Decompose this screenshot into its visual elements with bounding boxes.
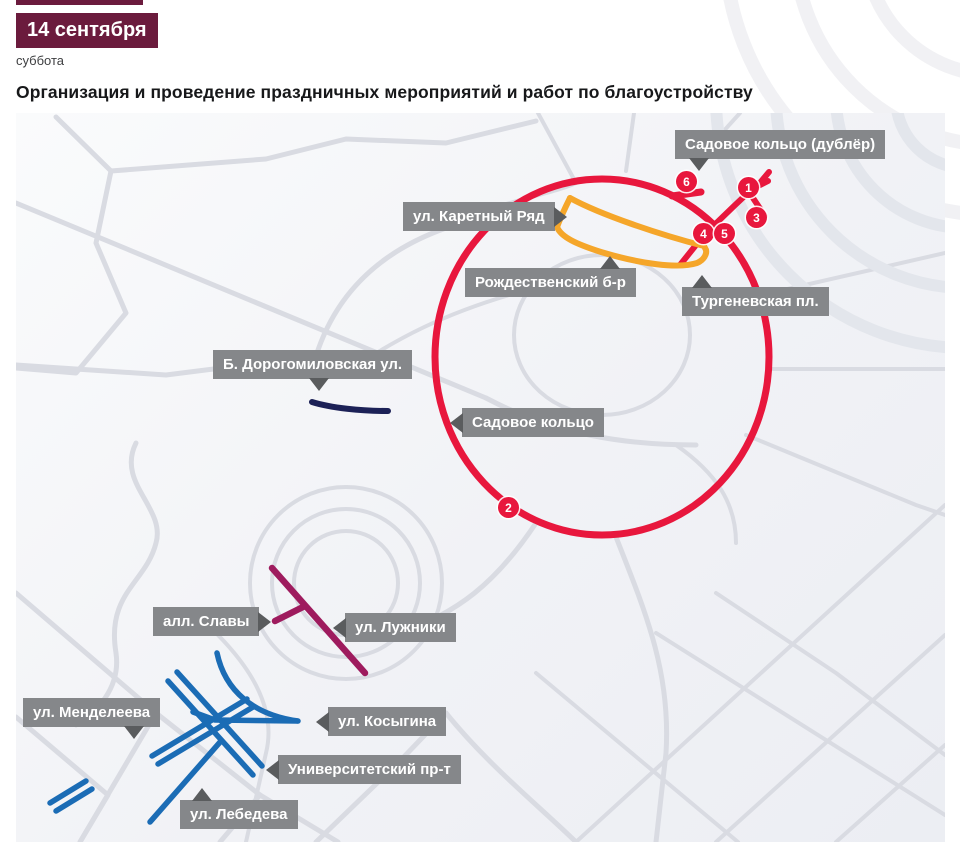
label-text: Университетский пр-т [288,761,451,778]
pointer-down-icon [689,158,709,171]
label-lebedeva [180,800,298,829]
pointer-up-icon [192,788,212,801]
weekday-label: суббота [16,53,65,68]
route-marker-1: 1 [738,177,759,198]
road-network-minor [216,113,945,842]
label-sadovoe-dubler [675,130,885,159]
pointer-right-icon [258,612,271,632]
label-luzhniki [345,613,456,642]
route-marker-6: 6 [676,171,697,192]
route-marker-2: 2 [498,497,519,518]
label-text: ул. Лебедева [190,806,288,823]
label-karetny-ryad [403,202,555,231]
label-alleya-slavy [153,607,259,636]
pointer-right-icon [554,207,567,227]
pointer-left-icon [450,413,463,433]
map [16,113,945,842]
pointer-up-icon [692,275,712,288]
label-text: Садовое кольцо [472,414,594,431]
label-dorogomilovskaya [213,350,412,379]
route-marker-4: 4 [693,223,714,244]
date-badge: 14 сентября [16,13,158,48]
page-title: Организация и проведение праздничных мероприятий и работ по благоустройству [16,82,753,102]
label-text: Б. Дорогомиловская ул. [223,356,403,373]
label-sadovoe-koltso [462,408,604,437]
label-text: Тургеневская пл. [692,293,819,310]
route-dorogomilovskaya [312,402,388,411]
route-marker-3: 3 [746,207,767,228]
label-universitetsky [278,755,461,784]
pointer-left-icon [316,712,329,732]
pointer-left-icon [333,618,346,638]
pointer-down-icon [309,378,329,391]
label-text: алл. Славы [163,613,250,630]
route-boulevard-orange [557,198,706,266]
route-marker-5: 5 [714,223,735,244]
pointer-down-icon [124,726,144,739]
label-rozhdestvensky [465,268,636,297]
pointer-up-icon [600,256,620,269]
label-mendeleeva [23,698,160,727]
label-turgenevskaya [682,287,829,316]
label-text: Рождественский б-р [475,274,626,291]
pointer-left-icon [266,760,279,780]
date-strip-decoration [16,0,143,5]
label-kosygina [328,707,446,736]
label-text: ул. Каретный Ряд [413,208,545,225]
label-text: ул. Косыгина [338,713,437,730]
label-text: ул. Менделеева [33,704,151,721]
label-text: ул. Лужники [355,619,446,636]
label-text: Садовое кольцо (дублёр) [685,136,876,153]
